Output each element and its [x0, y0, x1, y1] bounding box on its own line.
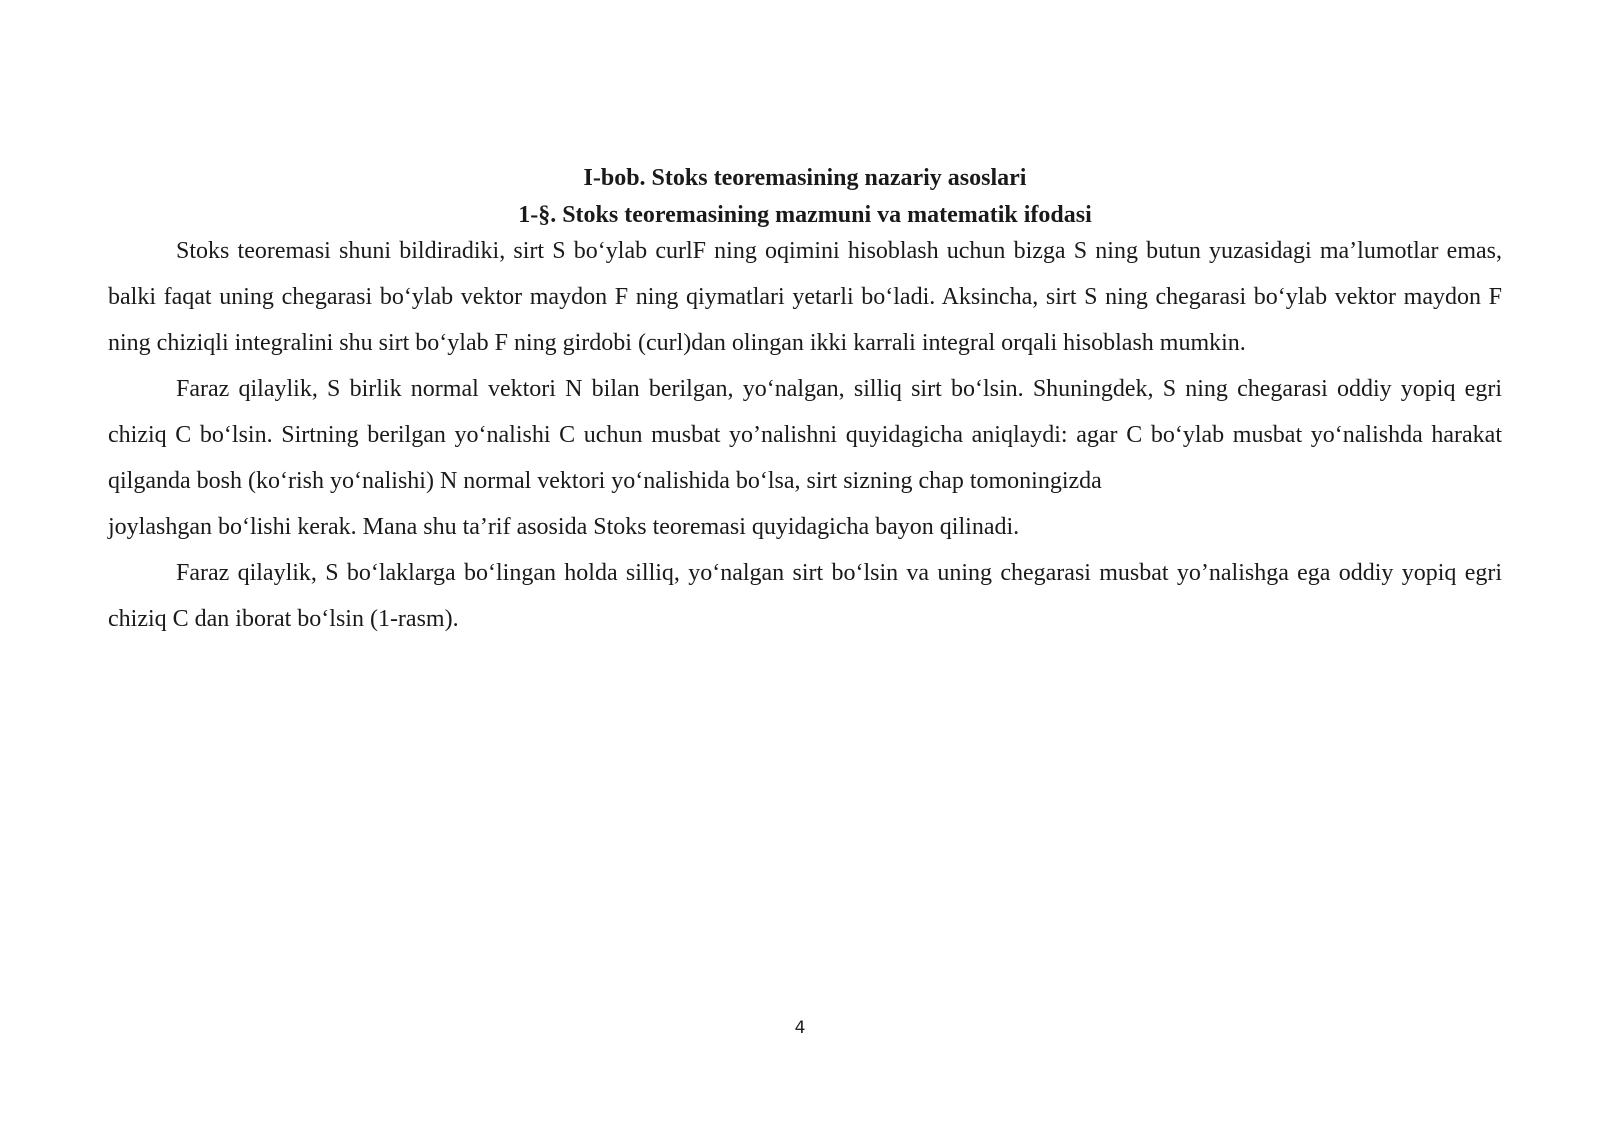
- chapter-title: I-bob. Stoks teoremasining nazariy asoslari: [583, 165, 1027, 191]
- body-text: [108, 228, 1502, 642]
- page-number: 4: [794, 1018, 806, 1038]
- paragraph-stokes-intro: Stoks teoremasi shuni bildiradiki, sirt S bo‘ylab curlF ning oqimini hisoblash uchun bizga S ning butun yuzasidagi ma’lumotlar emas, balki faqat uning chegarasi bo‘ylab vektor maydon F ning qiymatlari yetarli bo‘ladi. Aksincha, sirt S ning chegarasi bo‘ylab vektor maydon F ning chiziqli integralini shu sirt bo‘ylab F ning girdobi (curl)dan olingan ikki karrali integral orqali hisoblash mumkin.: [108, 238, 1502, 356]
- section-title: 1-§. Stoks teoremasining mazmuni va matematik ifodasi: [518, 202, 1092, 228]
- paragraph-orientation: Faraz qilaylik, S birlik normal vektori N bilan berilgan, yo‘nalgan, silliq sirt bo‘lsin. Shuningdek, S ning chegarasi oddiy yopiq egri chiziq C bo‘lsin. Sirtning berilgan yo‘nalishi C uchun musbat yo’nalishni quyidagicha aniqlaydi: agar C bo‘ylab musbat yo‘nalishda harakat qilganda bosh (ko‘rish yo‘nalishi) N normal vektori yo‘nalishida bo‘lsa, sirt sizning chap tomoningizda: [108, 376, 1502, 494]
- paragraph-orientation-continued: joylashgan bo‘lishi kerak. Mana shu ta’rif asosida Stoks teoremasi quyidagicha bayon qilinadi.: [108, 514, 1020, 540]
- paragraph-theorem-setup: Faraz qilaylik, S bo‘laklarga bo‘lingan holda silliq, yo‘nalgan sirt bo‘lsin va uning chegarasi musbat yo’nalishga ega oddiy yopiq egri chiziq C dan iborat bo‘lsin (1-rasm).: [108, 560, 1502, 632]
